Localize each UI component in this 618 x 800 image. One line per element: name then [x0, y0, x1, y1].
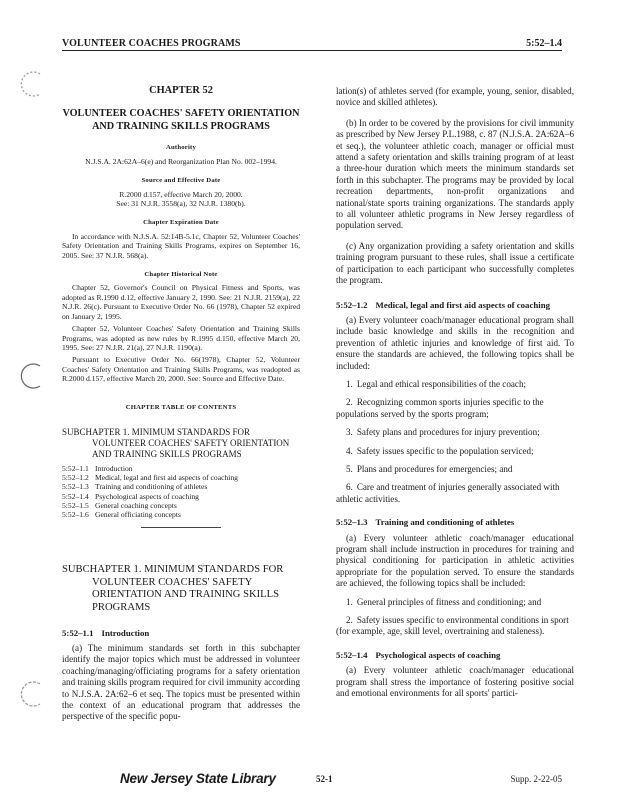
chapter-title-line: VOLUNTEER COACHES' SAFETY ORIENTATION	[62, 108, 300, 120]
toc-entry-number: 5:52–1.2	[62, 473, 89, 483]
toc-entry-number: 5:52–1.1	[62, 463, 89, 473]
authority-heading: Authority	[165, 144, 197, 152]
left-column	[62, 84, 300, 723]
subchapter-title	[62, 564, 300, 614]
toc-entry-title: Medical, legal and first aid aspects of coaching	[95, 473, 238, 483]
toc-entry-number: 5:52–1.5	[62, 500, 89, 510]
running-title: VOLUNTEER COACHES PROGRAMS	[62, 38, 241, 49]
toc-divider	[141, 527, 221, 528]
chapter-title	[62, 107, 300, 133]
toc-entry-title: General officiating concepts	[95, 509, 181, 519]
section-paragraph: lation(s) of athletes served (for example, young, senior, disabled, novice and skilled athletes).	[336, 86, 574, 108]
topic-item: 1. Legal and ethical responsibilities of the coach;	[346, 378, 527, 389]
binder-hole-mark	[18, 362, 46, 390]
subchapter-title-line: PROGRAMS	[92, 601, 151, 613]
toc-subchapter-line: AND TRAINING SKILLS PROGRAMS	[92, 448, 242, 459]
section-number: 5:52–1.3	[336, 517, 368, 528]
authority-text: N.J.S.A. 2A:62A–6(e) and Reorganization Plan No. 002–1994.	[85, 156, 277, 166]
history-paragraph: Pursuant to Executive Order No. 66(1978), Chapter 52, Volunteer Coaches' Safety Orientation and Training Skills Programs, was readopted as R.2000 d.157, effective March 20, 2000. See: Source and Effective Date.	[62, 355, 300, 384]
library-stamp: New Jersey State Library	[120, 771, 276, 786]
toc-entry[interactable]	[62, 492, 300, 501]
toc-entry-number: 5:52–1.4	[62, 491, 89, 501]
topic-item: 4. Safety issues specific to the population serviced;	[346, 445, 534, 456]
toc-entry-number: 5:52–1.6	[62, 509, 89, 519]
right-column	[336, 86, 574, 699]
toc-entry[interactable]	[62, 510, 300, 519]
section-number: 5:52–1.1	[62, 627, 94, 638]
section-number: 5:52–1.2	[336, 299, 368, 310]
section-title: Introduction	[101, 627, 150, 638]
toc-heading: CHAPTER TABLE OF CONTENTS	[125, 403, 237, 411]
topic-item: 3. Safety plans and procedures for injury prevention;	[346, 427, 540, 438]
section-paragraph: (a) Every volunteer athletic coach/manager educational program shall stress the importance of fostering positive social and emotional environments for all sports' partici-	[336, 665, 574, 699]
section-range: 5:52–1.4	[526, 38, 562, 49]
supplement-date: Supp. 2-22-05	[510, 774, 562, 784]
subchapter-title-line: SUBCHAPTER 1. MINIMUM STANDARDS FOR	[62, 564, 284, 576]
expiration-text: In accordance with N.J.S.A. 52:14B-5.1c, Chapter 52, Volunteer Coaches' Safety Orientation and Training Skills Programs, expires on September 16, 2005. See: 37 N.J.R. 568(a).	[62, 231, 300, 260]
topic-item: 1. General principles of fitness and conditioning; and	[346, 596, 542, 607]
chapter-number: CHAPTER 52	[149, 85, 213, 96]
section-heading	[336, 300, 574, 311]
page-footer	[62, 773, 562, 789]
section-heading	[336, 650, 574, 661]
source-heading: Source and Effective Date	[141, 177, 221, 185]
binder-hole-mark	[18, 70, 46, 98]
toc-list	[62, 464, 300, 519]
toc-entry-title: Psychological aspects of coaching	[95, 491, 199, 501]
section-number: 5:52–1.4	[336, 649, 368, 660]
section-paragraph: (c) Any organization providing a safety orientation and skills training program pursuant to these rules, shall issue a certificate of participation to each participant who successfully completes the program.	[336, 240, 574, 286]
topic-item: 2. Safety issues specific to environmental conditions in sport (for example, age, skill level, overtraining and staleness).	[336, 615, 569, 637]
toc-entry-title: Training and conditioning of athletes	[95, 482, 208, 492]
toc-entry[interactable]	[62, 473, 300, 482]
expiration-heading: Chapter Expiration Date	[143, 219, 219, 227]
toc-entry[interactable]	[62, 482, 300, 491]
source-line: R.2000 d.157, effective March 20, 2000.	[119, 189, 243, 199]
topic-list	[336, 379, 574, 505]
page-number: 52-1	[316, 774, 333, 784]
section-heading	[336, 517, 574, 528]
history-paragraph: Chapter 52, Governor's Council on Physical Fitness and Sports, was adopted as R.1990 d.12, effective January 2, 1990. See: 21 N.J.R. 2159(a), 22 N.J.R. 26(c). Pursuant to Executive Order No. 66 (1978), Chapter 52 expired on January 2, 1995.	[62, 283, 300, 321]
binder-hole-mark	[18, 680, 46, 708]
history-heading: Chapter Historical Note	[144, 271, 218, 279]
section-title: Medical, legal and first aid aspects of coaching	[375, 299, 550, 310]
toc-entry[interactable]	[62, 501, 300, 510]
topic-list	[336, 597, 574, 638]
section-paragraph: (a) Every volunteer coach/manager educational program shall include basic knowledge and skills in the recognition and prevention of athletic injuries and knowledge of first aid. To ensure the standards are achieved, the following topics shall be included:	[336, 314, 574, 371]
section-paragraph: (a) The minimum standards set forth in this subchapter identify the major topics which must be addressed in volunteer coaching/managing/officiating programs for a safety orientation and training skills program required for civil immunity according to N.J.S.A. 2A:62–6 et seq. The topics must be presented within the context of an educational program that addresses the perspective of the specific popu-	[62, 642, 300, 722]
topic-item: 6. Care and treatment of injuries generally associated with athletic activities.	[336, 482, 560, 504]
subchapter-title-line: VOLUNTEER COACHES' SAFETY	[92, 576, 253, 588]
toc-entry-title: Introduction	[95, 463, 133, 473]
history-paragraph: Chapter 52, Volunteer Coaches' Safety Orientation and Training Skills Programs, was adopted as new rules by R.1995 d.150, effective March 20, 1995. See: 27 N.J.R. 21(a), 27 N.J.R. 1190(a).	[62, 324, 300, 352]
toc-subchapter-title	[62, 427, 300, 460]
toc-subchapter-line: SUBCHAPTER 1. MINIMUM STANDARDS FOR	[62, 426, 251, 437]
section-paragraph: (b) In order to be covered by the provisions for civil immunity as prescribed by New Jersey P.L.1988, c. 87 (N.J.S.A. 2A:62A–6 et seq.), the volunteer athletic coach, manager or official must attend a safety orientation and skills training program of at least a three-hour duration which meets the minimum standards set forth in this subchapter. The programs may be provided by local recreation departments, non-profit organizations and national/state sports training organizations. The standards apply to all volunteer athletic programs in New Jersey regardless of population served.	[336, 117, 574, 231]
toc-entry-number: 5:52–1.3	[62, 482, 89, 492]
subchapter-title-line: ORIENTATION AND TRAINING SKILLS	[92, 589, 279, 601]
chapter-title-line: AND TRAINING SKILLS PROGRAMS	[92, 121, 270, 133]
topic-item: 5. Plans and procedures for emergencies; and	[346, 463, 513, 474]
toc-entry[interactable]	[62, 464, 300, 473]
header-rule	[62, 50, 562, 51]
toc-entry-title: General coaching concepts	[95, 500, 177, 510]
section-title: Psychological aspects of coaching	[375, 649, 501, 660]
source-line: See: 31 N.J.R. 3558(a), 32 N.J.R. 1380(b).	[116, 199, 246, 209]
section-paragraph: (a) Every volunteer athletic coach/manager educational program shall include instruction in procedures for training and physical conditioning for participation in athletic activities appropriate for the population served. To ensure the standards are achieved, the following topics shall be included:	[336, 532, 574, 589]
section-heading	[62, 628, 300, 639]
section-title: Training and conditioning of athletes	[375, 517, 515, 528]
topic-item: 2. Recognizing common sports injuries specific to the populations served by the sports program;	[336, 397, 544, 419]
toc-subchapter-line: VOLUNTEER COACHES' SAFETY ORIENTATION	[92, 437, 290, 448]
